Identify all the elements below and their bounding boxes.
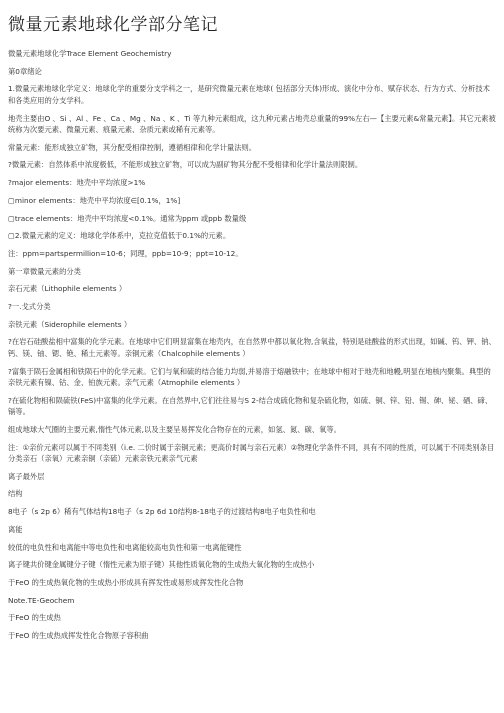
- paragraph: ?一.戈式分类: [8, 301, 51, 311]
- paragraph: ▢2.微量元素的定义：地球化学体系中，克拉克值低于0.1%的元素。: [8, 231, 231, 241]
- paragraph: 结构: [8, 489, 23, 499]
- paragraph: Note.TE-Geochem: [8, 595, 75, 605]
- paragraph: 1.微量元素地球化学定义：地球化学的重要分支学科之一，是研究微量元素在地球( 包括部分天体)形成、演化中分布、赋存状态、行为方式、分析技术和各类应用的分支学科。: [8, 84, 490, 105]
- paragraph: 较低的电负性和电离能中等电负性和电离能较高电负性和第一电离能键性: [8, 542, 242, 552]
- page-title: 微量元素地球化学部分笔记: [8, 15, 218, 35]
- paragraph: ▢minor elements：地壳中平均浓度∈[0.1%，1%]: [8, 195, 181, 205]
- paragraph: 注：①亲价元素可以属于不同类别（i.e. 二价时属于亲铜元素；更高价时属与亲石元素）②物理化学条件不同，具有不同的性质，可以属于不同类别条目 分类亲石（亲氧）元素亲铜（亲硫）元素亲铁元素亲气元素: [8, 442, 497, 464]
- paragraph: 第一章微量元素的分类: [8, 266, 81, 276]
- paragraph: 第0章绪论: [8, 66, 42, 76]
- paragraph: 离子最外层: [8, 471, 45, 481]
- paragraph: 于FeO 的生成热成挥发性化合物原子容积曲: [8, 630, 149, 640]
- paragraph: ?富集于陨石金属相和铁陨石中的化学元素。它们与氧和硫的结合能力均弱,并易溶于熔融铁中；在地球中相对于地壳和地幔,明显在地核内聚集。典型的亲铁元素有镍、钴、金、铂族元素。亲气元素（Atmophile elements ）: [8, 366, 491, 387]
- paragraph: 于FeO 的生成热: [8, 613, 61, 623]
- paragraph: 亲石元素（Lithophile elements ）: [8, 284, 127, 294]
- paragraph: ?在岩石硅酸盐相中富集的化学元素。在地球中它们明显富集在地壳内，在自然界中都以氧化物,含氧盐，特别是硅酸盐的形式出现，如碱、钨、钾、钠、钙、镁、铀、锶、铯、稀土元素等。亲铜元素（Chalcophile elements ）: [8, 337, 496, 358]
- paragraph: ▢trace elements：地壳中平均浓度<0.1%。通常为ppm 或ppb 数量级: [8, 213, 247, 223]
- paragraph: 常量元素：能形成独立矿物，其分配受相律控制，遵循相律和化学计量法则。: [8, 142, 257, 152]
- paragraph: 微量元素地球化学Trace Element Geochemistry: [8, 49, 172, 58]
- paragraph: ?微量元素：自然体系中浓度极低，不能形成独立矿物，可以成为副矿物其分配不受相律和化学计量法则限制。: [8, 160, 363, 170]
- paragraph: 组成地球大气圈的主要元素,惰性气体元素,以及主要呈易挥发化合物存在的元素，如氢、氮、碳、氧等。: [8, 424, 341, 434]
- paragraph: ?major elements：地壳中平均浓度>1%: [8, 178, 146, 188]
- paragraph: 亲铁元素（Siderophile elements ）: [8, 319, 132, 329]
- paragraph: ?在硫化物相和陨硫铁(FeS)中富集的化学元素。在自然界中,它们往往易与S 2-结合成硫化物和复杂硫化物，如硫、铜、锌、铅、锡、砷、铋、硒、碲、镉等。: [8, 395, 493, 417]
- paragraph: 于FeO 的生成热氧化物的生成热小形成具有挥发性或易形成挥发性化合物: [8, 577, 244, 587]
- paragraph: 注：ppm=partspermillion=10-6；同理，ppb=10-9；ppt=10-12。: [8, 248, 243, 258]
- paragraph: 离能: [8, 524, 23, 534]
- paragraph: 8电子（s 2p 6）稀有气体结构18电子（s 2p 6d 10结构8-18电子的过渡结构8电子电负性和电: [8, 507, 316, 517]
- document-body: [8, 48, 496, 641]
- paragraph: 地壳主要由O 、Si 、Al 、Fe 、Ca 、Mg 、Na 、K 、Ti 等九种元素组成，这九种元素占地壳总重量的99%左右—【主要元素&常量元素】。其它元素被统称为次要元素、微量元素、痕量元素、杂质元素或稀有元素等。: [8, 113, 496, 135]
- paragraph: 离子键共价键金属键分子键（惰性元素为原子键）其他性质氧化物的生成热大氧化物的生成热小: [8, 560, 315, 570]
